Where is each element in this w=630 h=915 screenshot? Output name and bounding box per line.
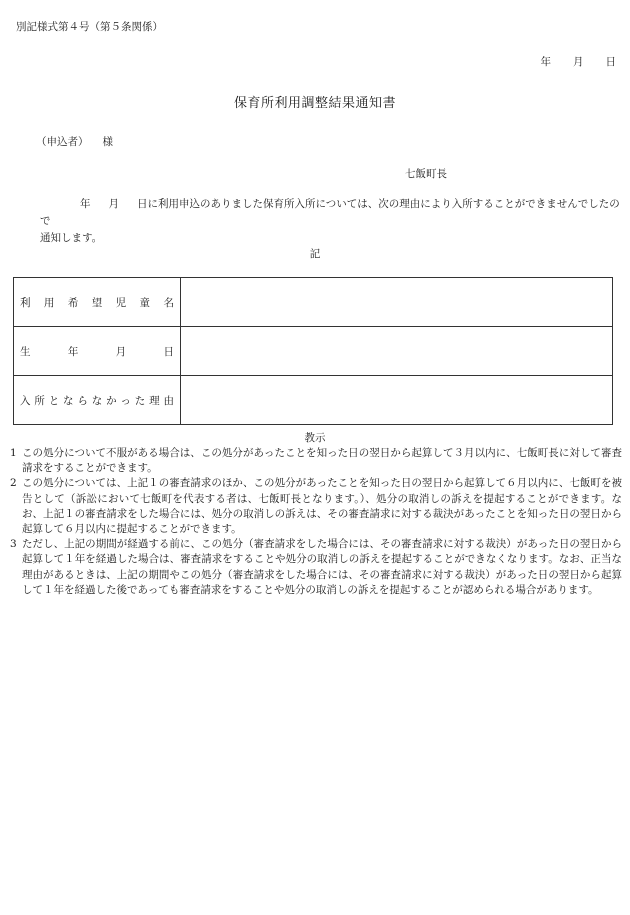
row-label-char: 由	[163, 394, 174, 407]
body-text-2: 通知します。	[40, 232, 103, 244]
note-number: 3	[10, 538, 17, 551]
recipient-label: （申込者）	[36, 136, 89, 148]
row-value-child-name[interactable]	[181, 278, 613, 327]
table-row	[14, 278, 613, 327]
row-label-char: 童	[139, 296, 151, 309]
row-label-char: 理	[149, 394, 160, 407]
date-year: 年	[540, 56, 551, 68]
note-text: ただし、上記の期間が経過する前に、この処分（審査請求をした場合には、その審査請求に対する裁決）があった日の翌日から起算して１年を経過した場合は、審査請求をすることや処分の取消しの訴えを提起することができなくなります。なお、正当な理由があるときは、上記の期間やこの処分（審査請求をした場合には、その審査請求に対する裁決）があった日の翌日から起算して１年を経過した後であっても審査請求をすることや処分の取消しの訴えを提起することが認められる場合があります。	[22, 538, 622, 596]
row-label-char: ら	[77, 394, 88, 407]
row-value-birthdate[interactable]	[181, 327, 613, 376]
note-number: 1	[10, 447, 17, 459]
row-label-char: な	[91, 394, 103, 407]
row-label-char: と	[48, 394, 60, 407]
form-number: 別記様式第４号（第５条関係）	[16, 21, 163, 33]
row-label-char: っ	[120, 394, 131, 407]
list-item	[10, 476, 622, 537]
kyoji-notes	[10, 446, 622, 598]
info-table	[13, 277, 613, 425]
body-text-1: 日に利用申込のありました保育所入所については、次の理由により入所することができませんでしたので	[40, 198, 620, 227]
row-label-char: た	[134, 394, 146, 407]
body-year: 年	[80, 198, 91, 210]
note-number: 2	[10, 477, 17, 490]
row-label-char: 児	[115, 296, 127, 309]
row-label-char: 望	[91, 296, 103, 309]
date-line	[541, 54, 617, 69]
row-label-char: 入	[20, 394, 31, 407]
row-label-char: な	[63, 394, 74, 407]
table-row	[14, 327, 613, 376]
date-month: 月	[573, 56, 584, 68]
ki-heading: 記	[309, 248, 321, 260]
row-label-char: 生	[20, 345, 31, 358]
row-label-reason	[14, 376, 181, 425]
row-label-char: か	[106, 394, 117, 407]
table-row	[14, 376, 613, 425]
list-item	[10, 446, 622, 476]
row-label-char: 利	[20, 296, 31, 309]
row-label-child-name	[14, 278, 181, 327]
recipient-line	[36, 134, 113, 149]
row-label-char: 希	[67, 296, 79, 309]
row-label-char: 日	[163, 345, 174, 358]
recipient-honorific: 様	[102, 136, 113, 148]
note-text: この処分について不服がある場合は、この処分があったことを知った日の翌日から起算して３月以内に、七飯町長に対して審査請求をすることができます。	[22, 447, 622, 475]
row-label-char: 名	[163, 296, 174, 309]
kyoji-heading: 教示	[304, 432, 326, 444]
row-value-reason[interactable]	[181, 376, 613, 425]
row-label-birthdate	[14, 327, 181, 376]
row-label-char: 月	[115, 345, 127, 358]
sender: 七飯町長	[405, 168, 447, 180]
row-label-char: 年	[67, 345, 79, 358]
row-label-char: 所	[34, 394, 45, 407]
body-month: 月	[108, 198, 119, 210]
date-day: 日	[605, 56, 616, 68]
row-label-char: 用	[43, 296, 55, 309]
page-title: 保育所利用調整結果通知書	[233, 96, 396, 111]
list-item	[10, 537, 622, 598]
body-paragraph	[40, 196, 622, 247]
note-text: この処分については、上記１の審査請求のほか、この処分があったことを知った日の翌日から起算して６月以内に、七飯町を被告として（訴訟において七飯町を代表する者は、七飯町長となります。）、処分の取消しの訴えを提起することができます。なお、上記１の審査請求をした場合には、処分の取消しの訴えは、その審査請求に対する裁決があったことを知った日の翌日から起算して６月以内に提起することができます。	[22, 477, 622, 536]
